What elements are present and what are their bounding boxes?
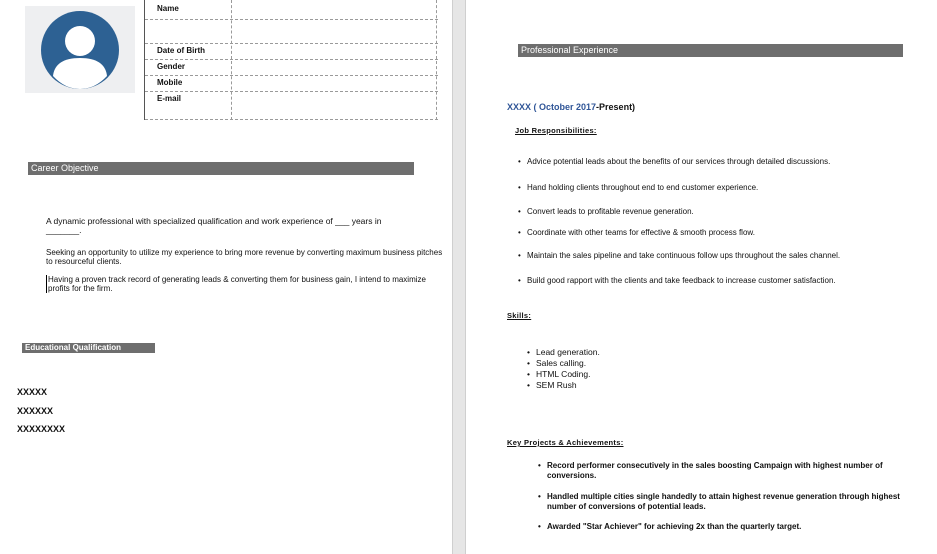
professional-experience-heading: Professional Experience xyxy=(518,44,903,57)
skill-item: • HTML Coding. xyxy=(536,369,590,379)
skills-heading: Skills: xyxy=(507,311,532,320)
responsibility-item: • Hand holding clients throughout end to end customer experience. xyxy=(527,183,758,192)
personal-info-table xyxy=(144,0,438,120)
dob-label: Date of Birth xyxy=(157,46,205,55)
education-item: XXXXX xyxy=(17,387,48,397)
career-paragraph-3: Having a proven track record of generating leads & converting them for business gain, I intend to maximize profits for the firm. xyxy=(46,275,428,293)
name-label: Name xyxy=(157,4,179,13)
email-label: E-mail xyxy=(157,94,182,103)
avatar-icon xyxy=(25,6,135,93)
educational-qualification-heading: Educational Qualification xyxy=(22,343,155,353)
project-item: • Handled multiple cities single handedly to attain highest revenue generation through highest number of conversions of potential leads. xyxy=(547,492,925,512)
mobile-label: Mobile xyxy=(157,78,183,87)
skill-item: • Lead generation. xyxy=(536,347,600,357)
key-projects-heading: Key Projects & Achievements: xyxy=(507,438,624,447)
education-item: XXXXXXXX xyxy=(17,424,66,434)
responsibility-item: • Maintain the sales pipeline and take continuous follow ups throughout the sales channel. xyxy=(527,251,840,260)
company-present: -Present) xyxy=(596,102,636,112)
project-item: • Awarded "Star Achiever" for achieving 2x than the quarterly target. xyxy=(547,522,925,532)
responsibility-item: • Coordinate with other teams for effective & smooth process flow. xyxy=(527,228,755,237)
responsibility-item: • Convert leads to profitable revenue generation. xyxy=(527,207,694,216)
career-paragraph-2: Seeking an opportunity to utilize my experience to bring more revenue by converting maximum business pitches to resourceful clients. xyxy=(46,248,443,266)
company-line xyxy=(507,102,635,112)
page-gap xyxy=(452,0,466,554)
job-responsibilities-heading: Job Responsibilities: xyxy=(515,126,597,135)
profile-photo-placeholder xyxy=(25,6,135,93)
responsibility-item: • Build good rapport with the clients and take feedback to increase customer satisfaction. xyxy=(527,276,836,285)
career-paragraph-1: A dynamic professional with specialized qualification and work experience of ___ years in _______. xyxy=(46,216,382,235)
career-objective-heading: Career Objective xyxy=(28,162,414,175)
gender-label: Gender xyxy=(157,62,186,71)
skill-item: • Sales calling. xyxy=(536,358,586,368)
company-name: XXXX ( October 2017 xyxy=(507,102,597,112)
skill-item: • SEM Rush xyxy=(536,380,577,390)
responsibility-item: • Advice potential leads about the benefits of our services through detailed discussions. xyxy=(527,157,830,166)
education-item: XXXXXX xyxy=(17,406,54,416)
project-item: • Record performer consecutively in the sales boosting Campaign with highest number of conversions. xyxy=(547,461,925,481)
